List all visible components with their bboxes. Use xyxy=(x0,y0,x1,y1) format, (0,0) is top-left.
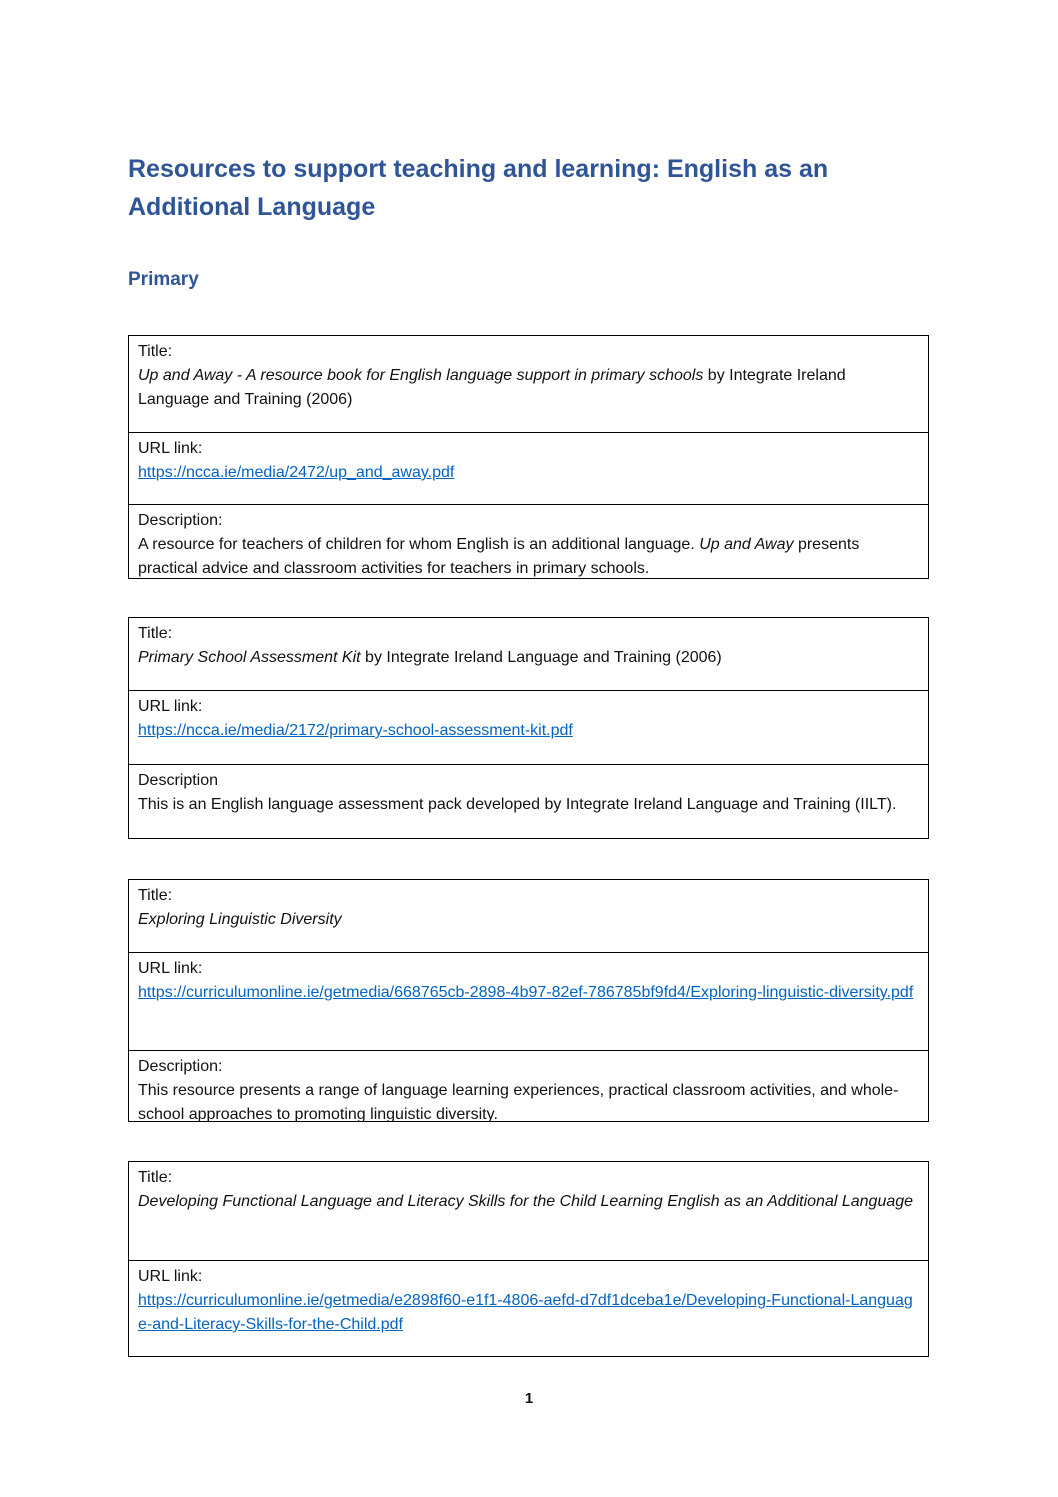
description-italic-title: Up and Away xyxy=(699,536,794,553)
description-label: Description: xyxy=(138,512,223,529)
resource-url-link[interactable]: https://curriculumonline.ie/getmedia/e2898f60-e1f1-4806-aefd-d7df1dceba1e/Developing-Functional-Language-and-Literacy-Skills-for-the-Child.pdf xyxy=(138,1292,913,1333)
title-cell xyxy=(129,1162,928,1260)
title-cell xyxy=(129,618,928,690)
resource-title: Developing Functional Language and Literacy Skills for the Child Learning English as an Additional Language xyxy=(138,1193,914,1210)
description-text: This resource presents a range of language learning experiences, practical classroom activities, and whole-school approaches to promoting linguistic diversity. xyxy=(138,1082,899,1121)
resource-table-linguistic-diversity xyxy=(128,879,929,1122)
title-label: Title: xyxy=(138,1169,173,1186)
title-cell xyxy=(129,880,928,952)
url-cell xyxy=(129,690,928,764)
url-cell xyxy=(129,952,928,1050)
page-number: 1 xyxy=(524,1390,534,1407)
description-text: A resource for teachers of children for whom English is an additional language. xyxy=(138,536,700,553)
resource-table-assessment-kit xyxy=(128,617,929,839)
resource-url-link[interactable]: https://ncca.ie/media/2172/primary-school-assessment-kit.pdf xyxy=(138,722,573,739)
title-label: Title: xyxy=(138,887,173,904)
resource-url-link[interactable]: https://ncca.ie/media/2472/up_and_away.pdf xyxy=(138,464,455,481)
page-title: Resources to support teaching and learning: English as an Additional Language xyxy=(128,155,829,221)
title-cell xyxy=(129,336,928,432)
url-cell xyxy=(129,1260,928,1356)
description-text: This is an English language assessment pack developed by Integrate Ireland Language and Training (IILT). xyxy=(138,796,897,813)
resource-title-author: by Integrate Ireland Language and Training (2006) xyxy=(138,367,846,408)
url-label: URL link: xyxy=(138,698,203,715)
resource-title: Primary School Assessment Kit xyxy=(138,649,361,666)
resource-url-link[interactable]: https://curriculumonline.ie/getmedia/668765cb-2898-4b97-82ef-786785bf9fd4/Exploring-linguistic-diversity.pdf xyxy=(138,984,914,1001)
description-cell xyxy=(129,1050,928,1121)
description-cell xyxy=(129,764,928,838)
resource-table-up-and-away xyxy=(128,335,929,579)
title-label: Title: xyxy=(138,625,173,642)
url-label: URL link: xyxy=(138,440,203,457)
title-label: Title: xyxy=(138,343,173,360)
url-label: URL link: xyxy=(138,960,203,977)
resource-title: Exploring Linguistic Diversity xyxy=(138,911,342,928)
resource-title: Up and Away - A resource book for English language support in primary schools xyxy=(138,367,704,384)
resource-table-functional-language xyxy=(128,1161,929,1357)
description-label: Description: xyxy=(138,1058,223,1075)
resource-title-author: by Integrate Ireland Language and Training (2006) xyxy=(360,649,722,666)
url-cell xyxy=(129,432,928,504)
description-cell xyxy=(129,504,928,578)
url-label: URL link: xyxy=(138,1268,203,1285)
section-heading-primary: Primary xyxy=(128,269,199,290)
description-text-continued: presents practical advice and classroom activities for teachers in primary schools. xyxy=(138,536,860,577)
description-label: Description xyxy=(138,772,219,789)
